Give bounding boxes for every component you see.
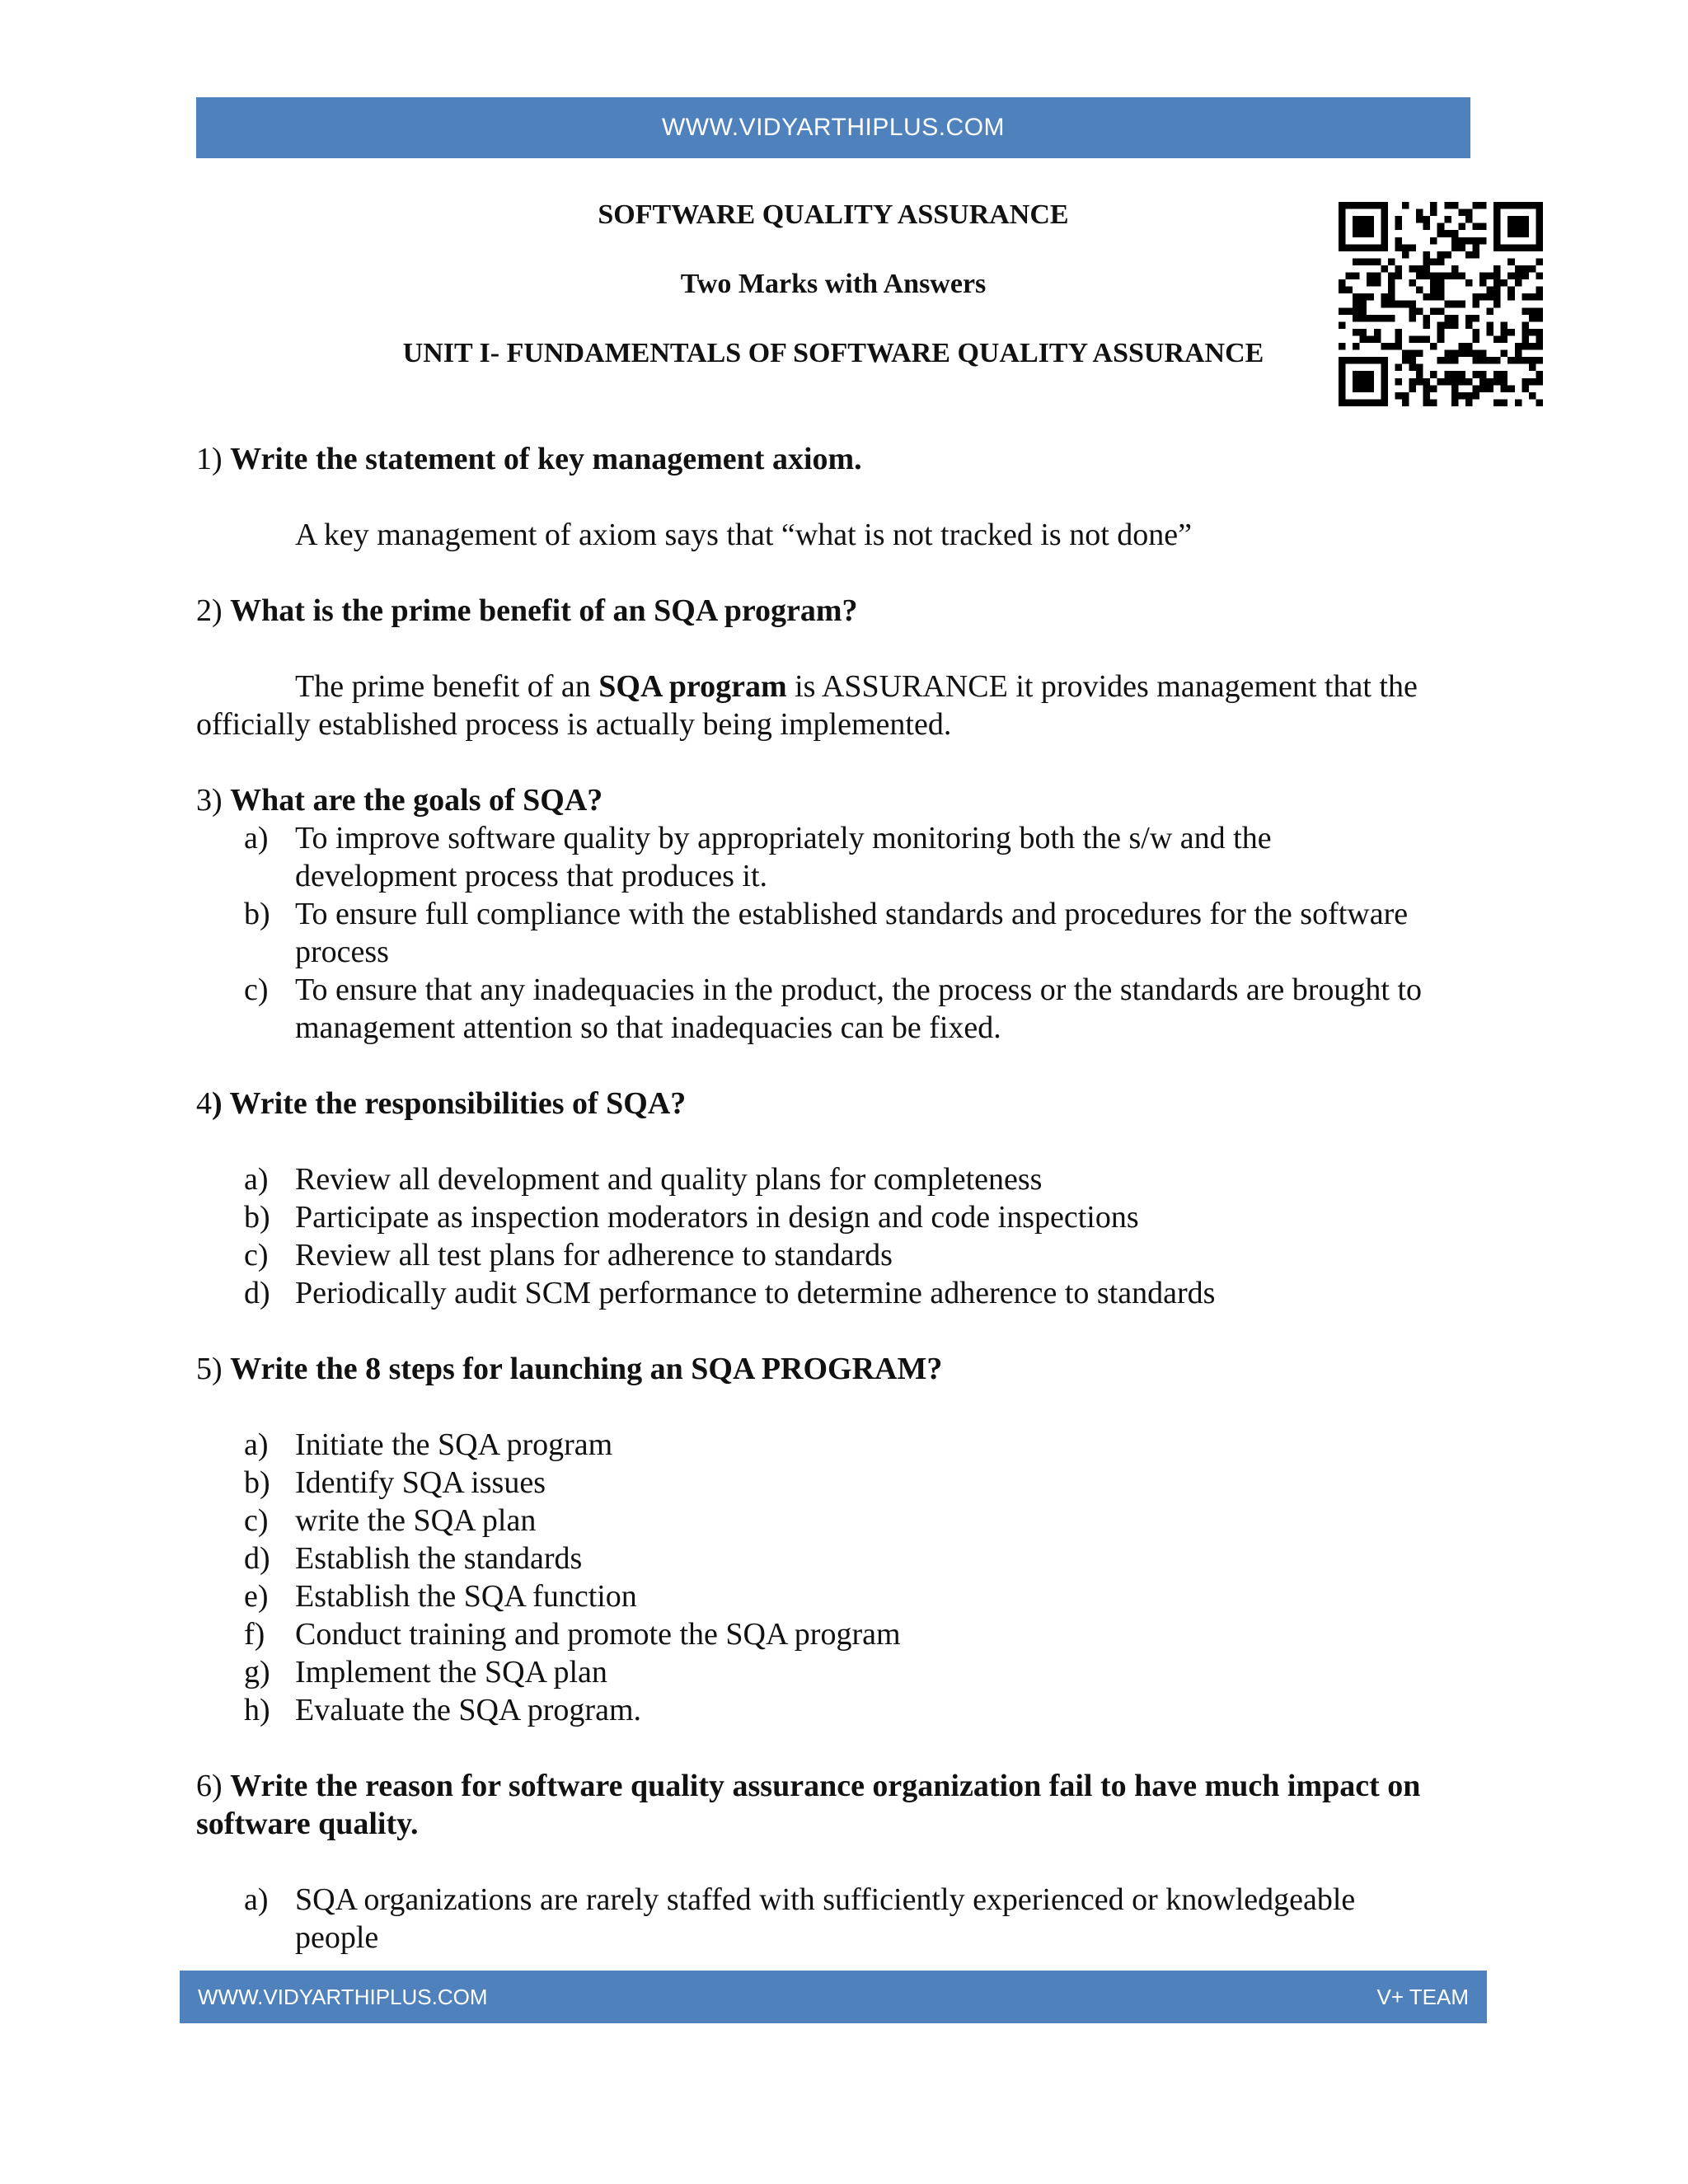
list-item: f) Conduct training and promote the SQA program [244,1617,901,1652]
list-item: d) Establish the standards [244,1541,583,1576]
footer-team-label: V+ TEAM [1376,1984,1469,2009]
question-6: 6) Write the reason for software quality assurance organization fail to have much impact on software quality. [196,1769,1421,1841]
answer-1: A key management of axiom says that “what is not tracked is not done” [295,518,1192,552]
question-5-text: Write the 8 steps for launching an SQA PROGRAM? [230,1352,943,1386]
header-banner [196,97,1470,158]
header-site-link[interactable]: WWW.VIDYARTHIPLUS.COM [661,114,1006,141]
list-item: c) write the SQA plan [244,1503,537,1538]
list-item: a) To improve software quality by appropriately monitoring both the s/w and the development process that produces it. [244,821,1272,893]
unit-title: UNIT I- FUNDAMENTALS OF SOFTWARE QUALITY ASSURANCE [402,338,1264,368]
answer-2: The prime benefit of an SQA program is ASSURANCE it provides management that the officially established process is actually being implemented. [196,669,1418,742]
qr-code-icon [1339,202,1543,406]
list-item: h) Evaluate the SQA program. [244,1693,642,1727]
list-item: a) SQA organizations are rarely staffed with sufficiently experienced or knowledgeable people [244,1882,1356,1955]
question-3-text: What are the goals of SQA? [230,783,603,818]
subtitle: Two Marks with Answers [680,269,987,299]
list-item: b) Identify SQA issues [244,1465,546,1500]
question-4: 4) Write the responsibilities of SQA? [196,1086,687,1121]
question-5: 5) Write the 8 steps for launching an SQA PROGRAM? [196,1352,943,1386]
list-item: a) Review all development and quality plans for completeness [244,1162,1043,1197]
document-body [196,440,1474,1957]
goals-list [196,819,1474,1047]
subject-title: SOFTWARE QUALITY ASSURANCE [598,199,1069,230]
list-item: g) Implement the SQA plan [244,1655,607,1690]
list-item: c) To ensure that any inadequacies in the product, the process or the standards are brought to management attention so that inadequacies can be fixed. [244,972,1423,1045]
list-item: d) Periodically audit SCM performance to determine adherence to standards [244,1276,1216,1310]
question-1: 1) Write the statement of key management axiom. [196,442,862,476]
question-2: 2) What is the prime benefit of an SQA program? [196,593,858,628]
list-item: c) Review all test plans for adherence to standards [244,1238,893,1272]
question-6-text: Write the reason for software quality assurance organization fail to have much impact on software quality. [196,1769,1421,1841]
footer-site-link[interactable]: WWW.VIDYARTHIPLUS.COM [198,1984,488,2009]
responsibilities-list [196,1160,1474,1312]
question-1-text: Write the statement of key management axiom. [230,442,862,476]
list-item: b) Participate as inspection moderators in design and code inspections [244,1200,1139,1235]
list-item: e) Establish the SQA function [244,1579,637,1614]
list-item: a) Initiate the SQA program [244,1427,613,1462]
list-item: b) To ensure full compliance with the established standards and procedures for the software process [244,897,1409,969]
question-4-text: ) Write the responsibilities of SQA? [212,1086,687,1121]
steps-list [196,1426,1474,1729]
reasons-list [196,1881,1474,1957]
question-2-text: What is the prime benefit of an SQA program? [230,593,858,628]
question-3: 3) What are the goals of SQA? [196,783,603,818]
footer-banner [180,1971,1487,2023]
